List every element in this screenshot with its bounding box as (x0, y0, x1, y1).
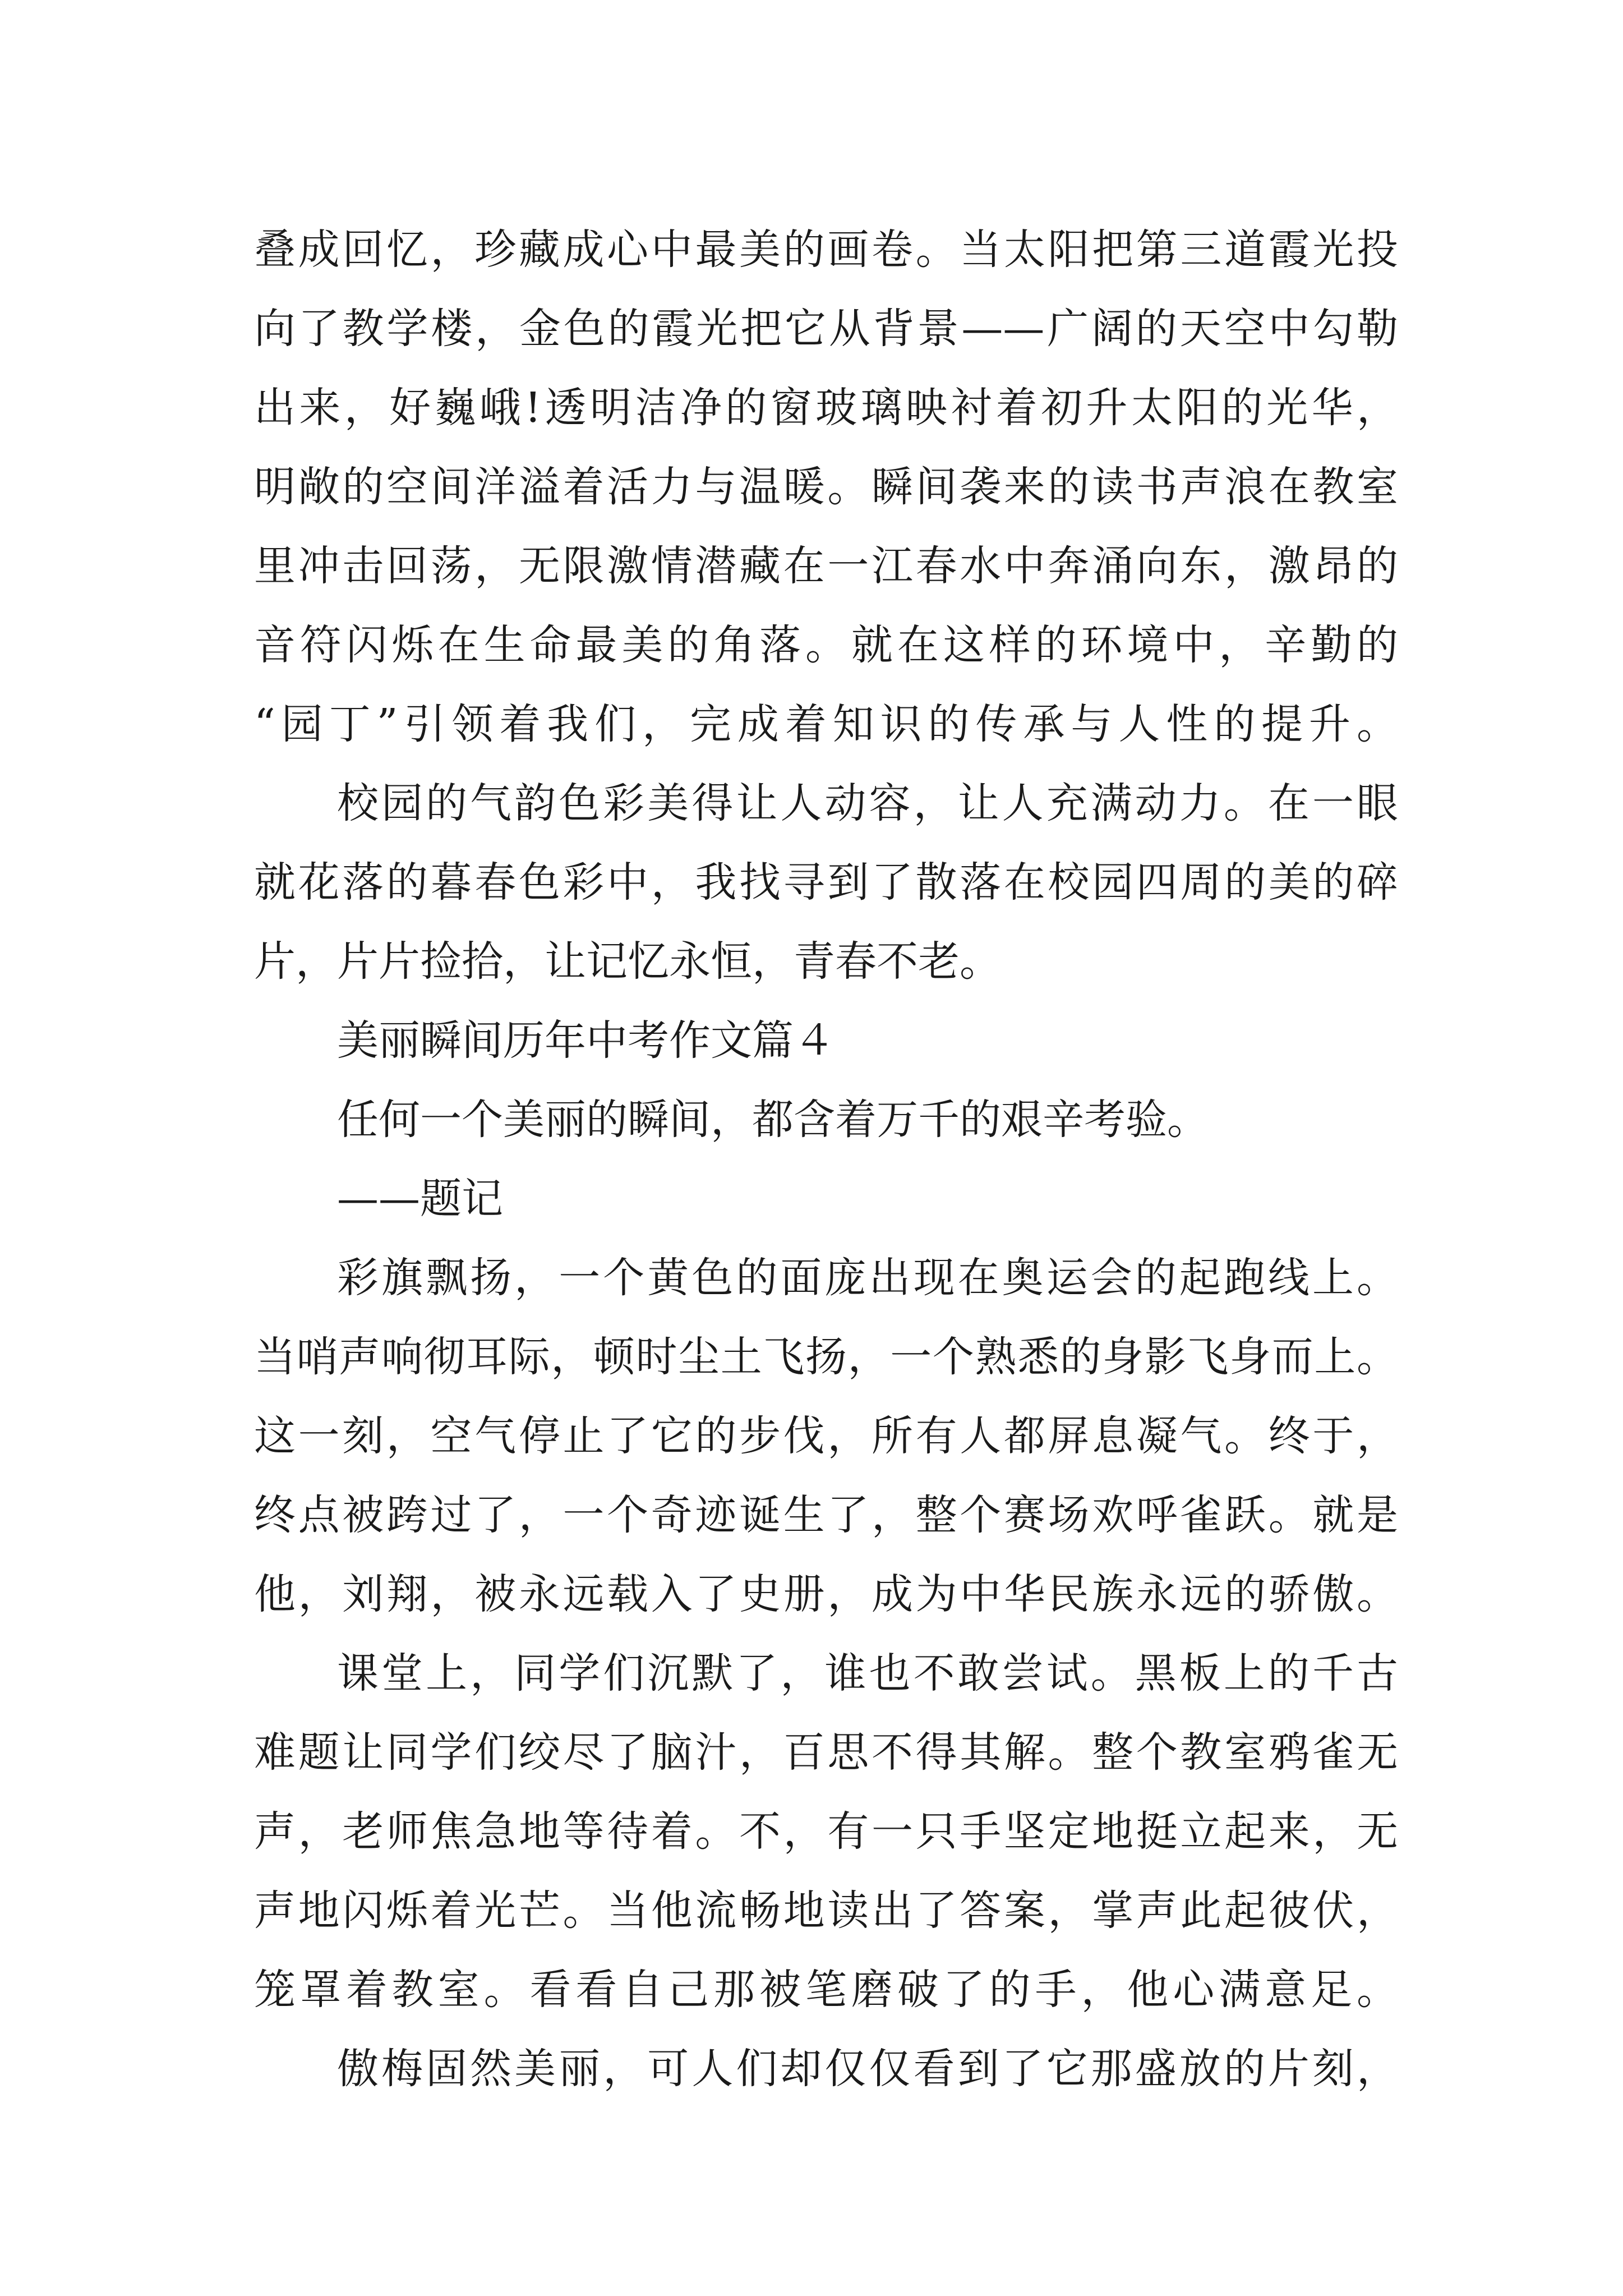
text-line: 傲梅固然美丽，可人们却仅仅看到了它那盛放的片刻， (337, 2045, 1398, 2093)
text-line: ——题记 (337, 1175, 503, 1223)
text-line: 向了教学楼，金色的霞光把它从背景——广阔的天空中勾勒 (254, 305, 1398, 353)
text-line: 他，刘翔，被永远载入了史册，成为中华民族永远的骄傲。 (254, 1570, 1398, 1618)
text-line: 音符闪烁在生命最美的角落。就在这样的环境中，辛勤的 (254, 621, 1398, 669)
text-line: 片，片片捡拾，让记忆永恒，青春不老。 (254, 937, 1001, 986)
text-line: 出来，好巍峨!透明洁净的窗玻璃映衬着初升太阳的光华， (254, 384, 1398, 432)
text-line: 难题让同学们绞尽了脑汁，百思不得其解。整个教室鸦雀无 (254, 1728, 1398, 1777)
text-line: 彩旗飘扬，一个黄色的面庞出现在奥运会的起跑线上。 (337, 1254, 1398, 1302)
text-line: 美丽瞬间历年中考作文篇４ (337, 1016, 835, 1065)
text-line: 叠成回忆，珍藏成心中最美的画卷。当太阳把第三道霞光投 (254, 226, 1398, 274)
text-line: 终点被跨过了，一个奇迹诞生了，整个赛场欢呼雀跃。就是 (254, 1491, 1398, 1539)
text-line: 校园的气韵色彩美得让人动容，让人充满动力。在一眼 (337, 779, 1398, 827)
document-body (254, 210, 1398, 2109)
text-line: “园丁”引领着我们，完成着知识的传承与人性的提升。 (254, 700, 1398, 748)
text-line: 明敞的空间洋溢着活力与温暖。瞬间袭来的读书声浪在教室 (254, 463, 1398, 511)
text-line: 当哨声响彻耳际，顿时尘土飞扬，一个熟悉的身影飞身而上。 (254, 1333, 1398, 1381)
text-line: 里冲击回荡，无限激情潜藏在一江春水中奔涌向东，激昂的 (254, 542, 1398, 590)
text-line: 就花落的暮春色彩中，我找寻到了散落在校园四周的美的碎 (254, 858, 1398, 907)
text-line: 声，老师焦急地等待着。不，有一只手坚定地挺立起来，无 (254, 1807, 1398, 1856)
text-line: 这一刻，空气停止了它的步伐，所有人都屏息凝气。终于， (254, 1412, 1398, 1460)
text-line: 声地闪烁着光芒。当他流畅地读出了答案，掌声此起彼伏， (254, 1887, 1398, 1935)
text-line: 任何一个美丽的瞬间，都含着万千的艰辛考验。 (337, 1096, 1209, 1144)
text-line: 笼罩着教室。看看自己那被笔磨破了的手，他心满意足。 (254, 1966, 1398, 2014)
text-line: 课堂上，同学们沉默了，谁也不敢尝试。黑板上的千古 (337, 1649, 1398, 1697)
